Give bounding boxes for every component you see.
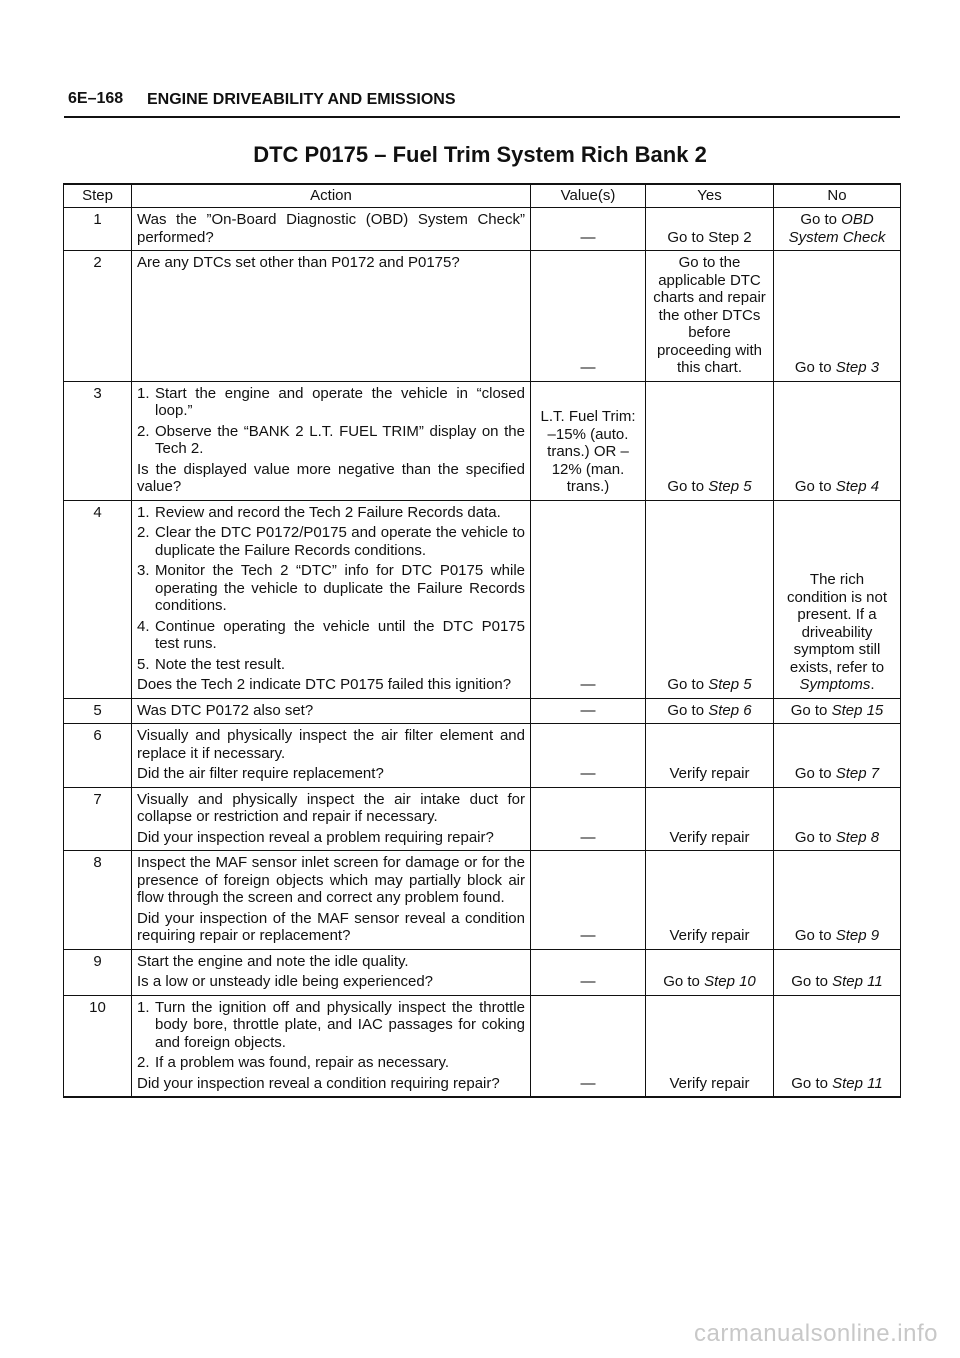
yes-reference-link: Step 10 (704, 973, 756, 990)
yes-text: Go to (667, 478, 709, 495)
action-item-text: Review and record the Tech 2 Failure Records data. (155, 503, 501, 521)
yes-cell (646, 208, 774, 251)
action-paragraph: Is the displayed value more negative than the specified value? (137, 460, 525, 495)
action-list-item (137, 562, 525, 615)
no-reference-link: Step 15 (831, 701, 884, 719)
action-list-item (137, 385, 525, 420)
no-cell (774, 251, 901, 382)
step-cell: 2 (64, 251, 132, 382)
page-number: 6E–168 (68, 90, 124, 107)
step-cell: 6 (64, 724, 132, 788)
table-row (64, 851, 901, 950)
yes-reference-link: Step 5 (708, 676, 752, 693)
no-cell (774, 208, 901, 251)
yes-cell (646, 381, 774, 500)
action-paragraph: Inspect the MAF sensor inlet screen for damage or for the presence of foreign objects which may partially block air flow through the screen and correct any problem found. (137, 854, 525, 906)
action-item-number: 4. (137, 617, 150, 635)
action-cell (132, 698, 531, 724)
no-reference-link: Symptoms (799, 676, 871, 693)
no-cell (774, 724, 901, 788)
yes-cell (646, 724, 774, 788)
no-reference-link: Step 8 (835, 828, 880, 846)
table-row (64, 381, 901, 500)
step-cell: 4 (64, 500, 132, 698)
action-paragraph: Visually and physically inspect the air intake duct for collapse or restriction and repair if necessary. (137, 790, 525, 825)
column-header-step: Step (64, 184, 132, 208)
no-reference-link: Step 3 (835, 359, 880, 376)
table-row (64, 208, 901, 251)
table-header-row (64, 184, 901, 208)
yes-text: Go to Step 2 (667, 228, 752, 246)
step-cell: 7 (64, 787, 132, 851)
table-row (64, 724, 901, 788)
action-item-text: Clear the DTC P0172/P0175 and operate the vehicle to duplicate the Failure Records conditions. (155, 524, 525, 559)
action-list-item (137, 524, 525, 559)
no-cell (774, 787, 901, 851)
column-header-no: No (774, 184, 901, 208)
no-reference-link: Step 7 (835, 765, 880, 782)
action-cell (132, 208, 531, 251)
value-cell: — (531, 208, 646, 251)
no-cell (774, 698, 901, 724)
action-cell (132, 500, 531, 698)
action-list-item (137, 504, 525, 522)
yes-text: Go to the applicable DTC charts and repair the other DTCs before proceeding with this chart. (653, 254, 766, 376)
action-paragraph: Did your inspection reveal a problem requiring repair? (137, 828, 494, 846)
action-paragraph: Did your inspection reveal a condition requiring repair? (137, 1074, 500, 1092)
action-paragraph: Are any DTCs set other than P0172 and P0175? (137, 254, 460, 271)
yes-cell (646, 787, 774, 851)
no-text: Go to (791, 973, 833, 990)
action-item-text: If a problem was found, repair as necessary. (155, 1054, 450, 1071)
value-cell: — (531, 251, 646, 382)
yes-text: Verify repair (669, 765, 750, 782)
no-suffix: . (870, 676, 875, 693)
no-text: Go to (794, 359, 836, 376)
action-item-text: Start the engine and operate the vehicle in “closed loop.” (155, 384, 525, 419)
yes-cell (646, 500, 774, 698)
action-cell (132, 381, 531, 500)
yes-cell (646, 251, 774, 382)
watermark: carmanualsonline.info (694, 1320, 938, 1347)
action-item-text: Turn the ignition off and physically inspect the throttle body bore, throttle plate, and IAC passages for coking and foreign objects. (155, 998, 525, 1051)
action-list-item (137, 1054, 525, 1072)
yes-reference-link: Step 5 (708, 478, 752, 495)
header-rule (64, 116, 900, 118)
action-paragraph: Start the engine and note the idle quality. (137, 952, 409, 970)
yes-cell (646, 851, 774, 950)
action-cell (132, 724, 531, 788)
yes-text: Verify repair (669, 1074, 750, 1092)
table-row (64, 949, 901, 995)
action-item-text: Observe the “BANK 2 L.T. FUEL TRIM” display on the Tech 2. (155, 422, 525, 457)
table-row (64, 500, 901, 698)
no-cell (774, 381, 901, 500)
action-paragraph: Did the air filter require replacement? (137, 765, 384, 782)
yes-cell (646, 698, 774, 724)
action-paragraph: Was DTC P0172 also set? (137, 701, 314, 719)
action-cell (132, 851, 531, 950)
action-cell (132, 995, 531, 1097)
page-title: DTC P0175 – Fuel Trim System Rich Bank 2 (253, 142, 707, 167)
no-text: Go to (794, 765, 836, 782)
action-paragraph: Is a low or unsteady idle being experienced? (137, 973, 434, 990)
action-paragraph: Was the ”On-Board Diagnostic (OBD) System Check” performed? (137, 211, 525, 246)
value-cell: — (531, 787, 646, 851)
action-item-number: 2. (137, 422, 150, 440)
action-list-item (137, 618, 525, 653)
no-cell (774, 995, 901, 1097)
step-cell: 10 (64, 995, 132, 1097)
action-item-text: Continue operating the vehicle until the DTC P0175 test runs. (155, 617, 525, 652)
action-item-number: 1. (137, 503, 150, 521)
value-cell: — (531, 698, 646, 724)
no-reference-link: Step 4 (835, 478, 880, 495)
action-item-number: 3. (137, 562, 150, 579)
no-reference-link: Step 11 (832, 1074, 883, 1092)
step-cell: 5 (64, 698, 132, 724)
action-cell (132, 949, 531, 995)
no-reference-link: Step 11 (832, 973, 883, 990)
no-text: The rich condition is not present. If a driveability symptom still exists, refer to (786, 571, 888, 676)
column-header-action: Action (132, 184, 531, 208)
yes-text: Verify repair (669, 927, 750, 944)
yes-reference-link: Step 6 (708, 701, 752, 719)
no-cell (774, 949, 901, 995)
action-cell (132, 251, 531, 382)
no-text: Go to (790, 701, 832, 719)
no-text: Go to (794, 828, 836, 846)
no-reference-link: OBD System Check (788, 211, 886, 246)
column-header-values: Value(s) (531, 184, 646, 208)
action-paragraph: Does the Tech 2 indicate DTC P0175 failed this ignition? (137, 676, 512, 693)
value-cell: — (531, 995, 646, 1097)
action-paragraph: Did your inspection of the MAF sensor reveal a condition requiring repair or replacement? (137, 909, 525, 944)
no-text: Go to (794, 927, 836, 944)
table-row (64, 787, 901, 851)
table-body (64, 208, 901, 1098)
diagnostic-table (63, 183, 901, 1098)
table-row (64, 251, 901, 382)
no-cell (774, 500, 901, 698)
step-cell: 1 (64, 208, 132, 251)
table-row (64, 995, 901, 1097)
step-cell: 9 (64, 949, 132, 995)
value-cell: — (531, 724, 646, 788)
action-list-item (137, 999, 525, 1052)
yes-cell (646, 949, 774, 995)
action-list-item (137, 656, 525, 674)
value-cell: — (531, 949, 646, 995)
value-cell: — (531, 500, 646, 698)
action-paragraph: Visually and physically inspect the air filter element and replace it if necessary. (137, 727, 525, 762)
yes-text: Verify repair (669, 828, 750, 846)
step-cell: 3 (64, 381, 132, 500)
action-item-text: Note the test result. (155, 655, 286, 673)
no-text: Go to (791, 1074, 833, 1092)
action-item-number: 2. (137, 524, 150, 541)
table-row (64, 698, 901, 724)
yes-cell (646, 995, 774, 1097)
action-item-number: 5. (137, 655, 150, 673)
no-cell (774, 851, 901, 950)
no-text: Go to (794, 478, 836, 495)
action-item-number: 1. (137, 998, 150, 1016)
action-item-number: 2. (137, 1054, 150, 1071)
yes-text: Go to (663, 973, 705, 990)
value-cell: — (531, 851, 646, 950)
no-reference-link: Step 9 (835, 927, 880, 944)
yes-text: Go to (667, 701, 709, 719)
section-title: ENGINE DRIVEABILITY AND EMISSIONS (147, 91, 456, 108)
value-cell: L.T. Fuel Trim: –15% (auto. trans.) OR –12% (man. trans.) (531, 381, 646, 500)
yes-text: Go to (667, 676, 709, 693)
column-header-yes: Yes (646, 184, 774, 208)
action-cell (132, 787, 531, 851)
no-text: Go to (800, 211, 842, 228)
action-item-number: 1. (137, 384, 150, 402)
action-item-text: Monitor the Tech 2 “DTC” info for DTC P0175 while operating the vehicle to duplicate the Failure Records conditions. (155, 562, 525, 614)
action-list-item (137, 423, 525, 458)
step-cell: 8 (64, 851, 132, 950)
